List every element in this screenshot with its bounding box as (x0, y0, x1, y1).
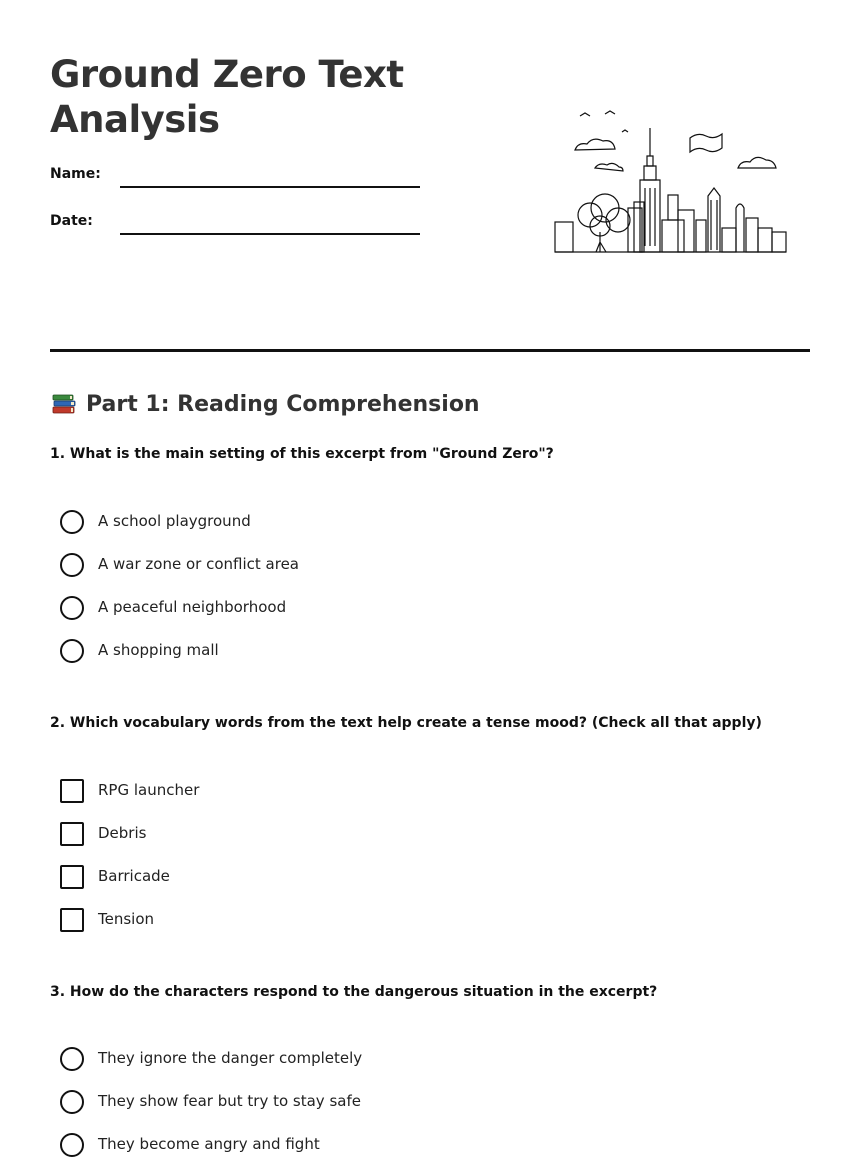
question-1-options (60, 510, 760, 682)
option-item[interactable] (60, 639, 760, 682)
option-item[interactable] (60, 1090, 760, 1133)
section-divider (50, 349, 810, 352)
option-item[interactable] (60, 1047, 760, 1090)
option-item[interactable] (60, 553, 760, 596)
option-label: Debris (98, 824, 147, 842)
option-item[interactable] (60, 1133, 760, 1176)
section-title: Part 1: Reading Comprehension (86, 391, 480, 417)
radio-button[interactable] (60, 639, 84, 663)
option-label: A war zone or conflict area (98, 555, 299, 573)
radio-button[interactable] (60, 1047, 84, 1071)
option-label: A school playground (98, 512, 251, 530)
date-field-row (50, 209, 430, 239)
question-2: 2. Which vocabulary words from the text help create a tense mood? (Check all that apply) (50, 715, 762, 731)
checkbox[interactable] (60, 822, 84, 846)
question-3: 3. How do the characters respond to the dangerous situation in the excerpt? (50, 984, 658, 1000)
page-title: Ground Zero Text Analysis (50, 53, 404, 141)
option-item[interactable] (60, 822, 760, 865)
option-item[interactable] (60, 510, 760, 553)
name-field-row (50, 162, 430, 192)
option-label: They show fear but try to stay safe (98, 1092, 361, 1110)
question-3-options (60, 1047, 760, 1176)
option-item[interactable] (60, 865, 760, 908)
date-field[interactable] (120, 233, 420, 235)
option-label: RPG launcher (98, 781, 200, 799)
city-skyline-illustration (550, 100, 790, 260)
option-label: Tension (98, 910, 155, 928)
option-item[interactable] (60, 779, 760, 822)
option-label: They ignore the danger completely (98, 1049, 363, 1067)
checkbox[interactable] (60, 779, 84, 803)
radio-button[interactable] (60, 553, 84, 577)
question-1: 1. What is the main setting of this excerpt from "Ground Zero"? (50, 446, 554, 462)
radio-button[interactable] (60, 1090, 84, 1114)
option-label: Barricade (98, 867, 170, 885)
option-item[interactable] (60, 908, 760, 951)
checkbox[interactable] (60, 865, 84, 889)
date-label: Date: (50, 213, 93, 229)
checkbox[interactable] (60, 908, 84, 932)
name-label: Name: (50, 166, 101, 182)
option-label: A shopping mall (98, 641, 219, 659)
name-field[interactable] (120, 186, 420, 188)
radio-button[interactable] (60, 1133, 84, 1157)
radio-button[interactable] (60, 596, 84, 620)
question-2-options (60, 779, 760, 951)
books-icon (50, 390, 78, 418)
radio-button[interactable] (60, 510, 84, 534)
option-label: A peaceful neighborhood (98, 598, 287, 616)
option-label: They become angry and fight (98, 1135, 320, 1153)
section-heading (50, 388, 480, 420)
option-item[interactable] (60, 596, 760, 639)
